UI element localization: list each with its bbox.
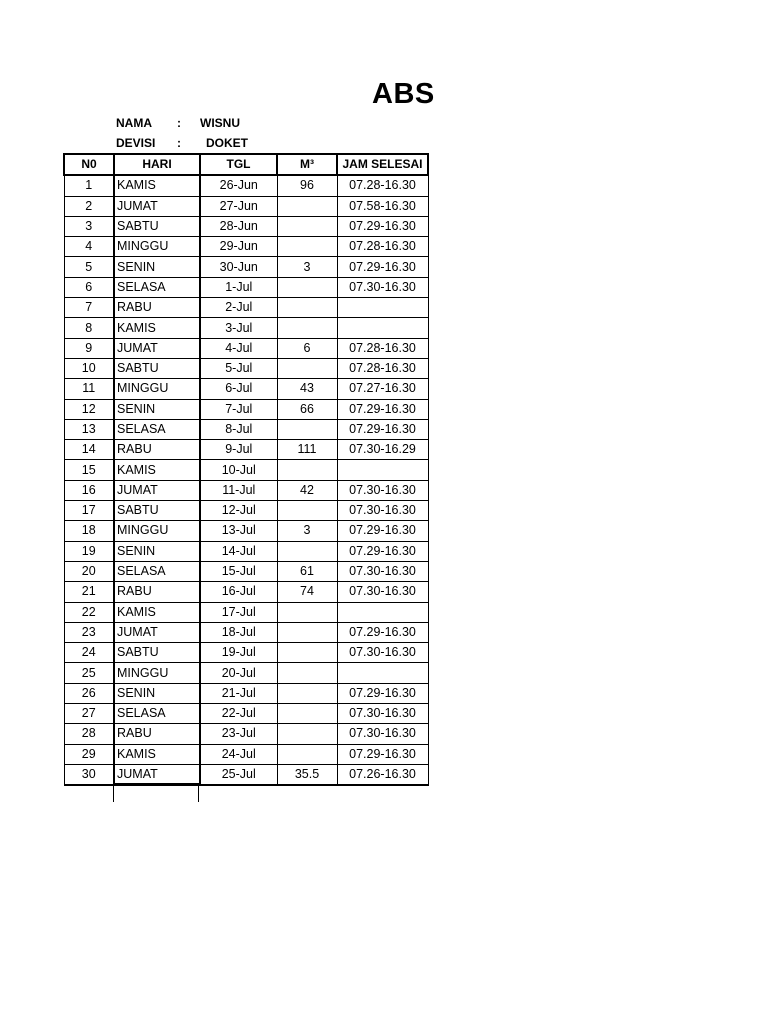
cell-no: 7: [64, 298, 114, 318]
cell-m3: [277, 724, 337, 744]
cell-tgl: 22-Jul: [200, 704, 277, 724]
table-row: [64, 622, 428, 642]
table-row: [64, 643, 428, 663]
cell-jam-selesai: 07.58-16.30: [337, 196, 428, 216]
cell-jam-selesai: 07.30-16.30: [337, 582, 428, 602]
nama-value: WISNU: [200, 116, 240, 130]
cell-m3: 3: [277, 257, 337, 277]
table-row: [64, 683, 428, 703]
table-row: [64, 724, 428, 744]
cell-hari: SENIN: [114, 399, 200, 419]
cell-m3: [277, 683, 337, 703]
cell-m3: [277, 318, 337, 338]
cell-jam-selesai: 07.28-16.30: [337, 338, 428, 358]
cell-no: 9: [64, 338, 114, 358]
cell-no: 14: [64, 440, 114, 460]
cell-jam-selesai: 07.30-16.30: [337, 561, 428, 581]
cell-no: 1: [64, 175, 114, 196]
table-row: [64, 237, 428, 257]
cell-m3: 42: [277, 480, 337, 500]
cell-hari: RABU: [114, 440, 200, 460]
table-row: [64, 541, 428, 561]
cell-jam-selesai: 07.29-16.30: [337, 744, 428, 764]
cell-m3: [277, 216, 337, 236]
cell-tgl: 23-Jul: [200, 724, 277, 744]
cell-no: 4: [64, 237, 114, 257]
cell-hari: MINGGU: [114, 663, 200, 683]
cell-tgl: 19-Jul: [200, 643, 277, 663]
cell-tgl: 11-Jul: [200, 480, 277, 500]
table-row: [64, 318, 428, 338]
cell-jam-selesai: [337, 602, 428, 622]
table-row: [64, 501, 428, 521]
cell-tgl: 24-Jul: [200, 744, 277, 764]
cell-no: 10: [64, 358, 114, 378]
cell-m3: 66: [277, 399, 337, 419]
cell-tgl: 2-Jul: [200, 298, 277, 318]
cell-jam-selesai: 07.29-16.30: [337, 216, 428, 236]
cell-hari: JUMAT: [114, 338, 200, 358]
cell-tgl: 29-Jun: [200, 237, 277, 257]
cell-m3: [277, 663, 337, 683]
cell-tgl: 1-Jul: [200, 277, 277, 297]
devisi-colon: :: [177, 136, 181, 150]
table-row: [64, 582, 428, 602]
cell-hari: SENIN: [114, 257, 200, 277]
table-row: [64, 704, 428, 724]
table-row: [64, 196, 428, 216]
cell-no: 24: [64, 643, 114, 663]
cell-jam-selesai: 07.27-16.30: [337, 379, 428, 399]
cell-m3: [277, 541, 337, 561]
cell-hari: RABU: [114, 582, 200, 602]
cell-jam-selesai: 07.30-16.30: [337, 277, 428, 297]
cell-m3: [277, 419, 337, 439]
cell-m3: [277, 744, 337, 764]
cell-jam-selesai: 07.30-16.30: [337, 480, 428, 500]
cell-tgl: 28-Jun: [200, 216, 277, 236]
table-row: [64, 257, 428, 277]
cell-no: 5: [64, 257, 114, 277]
table-row: [64, 663, 428, 683]
cell-tgl: 16-Jul: [200, 582, 277, 602]
cell-tgl: 15-Jul: [200, 561, 277, 581]
header-hari: HARI: [114, 154, 200, 175]
table-body: [64, 175, 428, 785]
cell-hari: MINGGU: [114, 521, 200, 541]
cell-jam-selesai: 07.29-16.30: [337, 521, 428, 541]
cell-hari: SABTU: [114, 643, 200, 663]
cell-m3: [277, 460, 337, 480]
cell-jam-selesai: 07.28-16.30: [337, 237, 428, 257]
cell-m3: 43: [277, 379, 337, 399]
table-row: [64, 480, 428, 500]
cell-no: 21: [64, 582, 114, 602]
cell-tgl: 8-Jul: [200, 419, 277, 439]
cell-hari: SENIN: [114, 541, 200, 561]
cell-hari: JUMAT: [114, 196, 200, 216]
cell-jam-selesai: 07.29-16.30: [337, 622, 428, 642]
cell-jam-selesai: 07.29-16.30: [337, 257, 428, 277]
cell-no: 16: [64, 480, 114, 500]
cell-m3: 96: [277, 175, 337, 196]
cell-jam-selesai: [337, 318, 428, 338]
table-row: [64, 521, 428, 541]
header-m3: M³: [277, 154, 337, 175]
cell-m3: 111: [277, 440, 337, 460]
cell-hari: SELASA: [114, 419, 200, 439]
table-row: [64, 175, 428, 196]
cell-m3: 3: [277, 521, 337, 541]
table-row: [64, 277, 428, 297]
cell-tgl: 30-Jun: [200, 257, 277, 277]
cell-no: 3: [64, 216, 114, 236]
cell-jam-selesai: 07.30-16.30: [337, 724, 428, 744]
devisi-value: DOKET: [206, 136, 248, 150]
cell-hari: RABU: [114, 298, 200, 318]
cell-jam-selesai: 07.29-16.30: [337, 399, 428, 419]
cell-hari: KAMIS: [114, 744, 200, 764]
cell-m3: [277, 643, 337, 663]
cell-no: 12: [64, 399, 114, 419]
cell-hari: JUMAT: [114, 480, 200, 500]
cell-hari: KAMIS: [114, 175, 200, 196]
cell-no: 30: [64, 764, 114, 785]
cell-m3: [277, 704, 337, 724]
nama-label: NAMA: [116, 116, 152, 130]
cell-jam-selesai: 07.30-16.30: [337, 643, 428, 663]
cell-no: 19: [64, 541, 114, 561]
cell-jam-selesai: 07.29-16.30: [337, 683, 428, 703]
cell-no: 28: [64, 724, 114, 744]
cell-tgl: 21-Jul: [200, 683, 277, 703]
cell-tgl: 9-Jul: [200, 440, 277, 460]
cell-no: 27: [64, 704, 114, 724]
cell-tgl: 4-Jul: [200, 338, 277, 358]
table-row: [64, 358, 428, 378]
cell-m3: 35.5: [277, 764, 337, 785]
cell-no: 26: [64, 683, 114, 703]
cell-jam-selesai: 07.29-16.30: [337, 419, 428, 439]
cell-hari: SABTU: [114, 216, 200, 236]
table-row: [64, 602, 428, 622]
cell-hari: KAMIS: [114, 602, 200, 622]
table-row: [64, 379, 428, 399]
devisi-label: DEVISI: [116, 136, 156, 150]
cell-no: 13: [64, 419, 114, 439]
cell-tgl: 18-Jul: [200, 622, 277, 642]
cell-no: 20: [64, 561, 114, 581]
cell-jam-selesai: 07.28-16.30: [337, 175, 428, 196]
cell-tgl: 12-Jul: [200, 501, 277, 521]
cell-hari: SELASA: [114, 277, 200, 297]
cell-tgl: 6-Jul: [200, 379, 277, 399]
empty-trailing-cell: [113, 783, 199, 802]
cell-jam-selesai: [337, 663, 428, 683]
cell-jam-selesai: 07.30-16.30: [337, 501, 428, 521]
cell-no: 22: [64, 602, 114, 622]
cell-hari: MINGGU: [114, 379, 200, 399]
cell-no: 25: [64, 663, 114, 683]
cell-m3: [277, 358, 337, 378]
cell-tgl: 7-Jul: [200, 399, 277, 419]
header-no: N0: [64, 154, 114, 175]
cell-tgl: 27-Jun: [200, 196, 277, 216]
cell-jam-selesai: 07.29-16.30: [337, 541, 428, 561]
cell-hari: MINGGU: [114, 237, 200, 257]
cell-hari: RABU: [114, 724, 200, 744]
table-header-row: [64, 154, 428, 175]
cell-jam-selesai: 07.30-16.29: [337, 440, 428, 460]
cell-m3: [277, 501, 337, 521]
table-row: [64, 338, 428, 358]
cell-tgl: 13-Jul: [200, 521, 277, 541]
attendance-table: [63, 153, 429, 786]
cell-no: 23: [64, 622, 114, 642]
cell-tgl: 5-Jul: [200, 358, 277, 378]
cell-hari: SELASA: [114, 561, 200, 581]
header-jam-selesai: JAM SELESAI: [337, 154, 428, 175]
cell-jam-selesai: 07.28-16.30: [337, 358, 428, 378]
cell-hari: JUMAT: [114, 764, 200, 785]
cell-no: 8: [64, 318, 114, 338]
cell-no: 29: [64, 744, 114, 764]
cell-no: 15: [64, 460, 114, 480]
cell-m3: [277, 196, 337, 216]
header-tgl: TGL: [200, 154, 277, 175]
cell-hari: SABTU: [114, 358, 200, 378]
cell-tgl: 17-Jul: [200, 602, 277, 622]
cell-no: 2: [64, 196, 114, 216]
cell-m3: 6: [277, 338, 337, 358]
cell-jam-selesai: 07.30-16.30: [337, 704, 428, 724]
cell-jam-selesai: [337, 298, 428, 318]
table-row: [64, 440, 428, 460]
cell-no: 18: [64, 521, 114, 541]
cell-hari: SABTU: [114, 501, 200, 521]
cell-tgl: 3-Jul: [200, 318, 277, 338]
cell-hari: JUMAT: [114, 622, 200, 642]
table-row: [64, 298, 428, 318]
table-row: [64, 460, 428, 480]
cell-m3: [277, 298, 337, 318]
cell-tgl: 25-Jul: [200, 764, 277, 785]
cell-no: 17: [64, 501, 114, 521]
cell-tgl: 14-Jul: [200, 541, 277, 561]
table-row: [64, 216, 428, 236]
cell-m3: [277, 237, 337, 257]
cell-jam-selesai: [337, 460, 428, 480]
table-row: [64, 561, 428, 581]
table-row: [64, 399, 428, 419]
cell-m3: [277, 277, 337, 297]
cell-m3: 61: [277, 561, 337, 581]
cell-m3: [277, 602, 337, 622]
cell-m3: [277, 622, 337, 642]
cell-no: 6: [64, 277, 114, 297]
cell-tgl: 20-Jul: [200, 663, 277, 683]
cell-jam-selesai: 07.26-16.30: [337, 764, 428, 785]
cell-hari: KAMIS: [114, 318, 200, 338]
cell-hari: SELASA: [114, 704, 200, 724]
cell-m3: 74: [277, 582, 337, 602]
cell-no: 11: [64, 379, 114, 399]
table-row: [64, 744, 428, 764]
table-row: [64, 419, 428, 439]
page-title: ABS: [372, 78, 435, 110]
cell-hari: SENIN: [114, 683, 200, 703]
cell-hari: KAMIS: [114, 460, 200, 480]
cell-tgl: 10-Jul: [200, 460, 277, 480]
nama-colon: :: [177, 116, 181, 130]
cell-tgl: 26-Jun: [200, 175, 277, 196]
